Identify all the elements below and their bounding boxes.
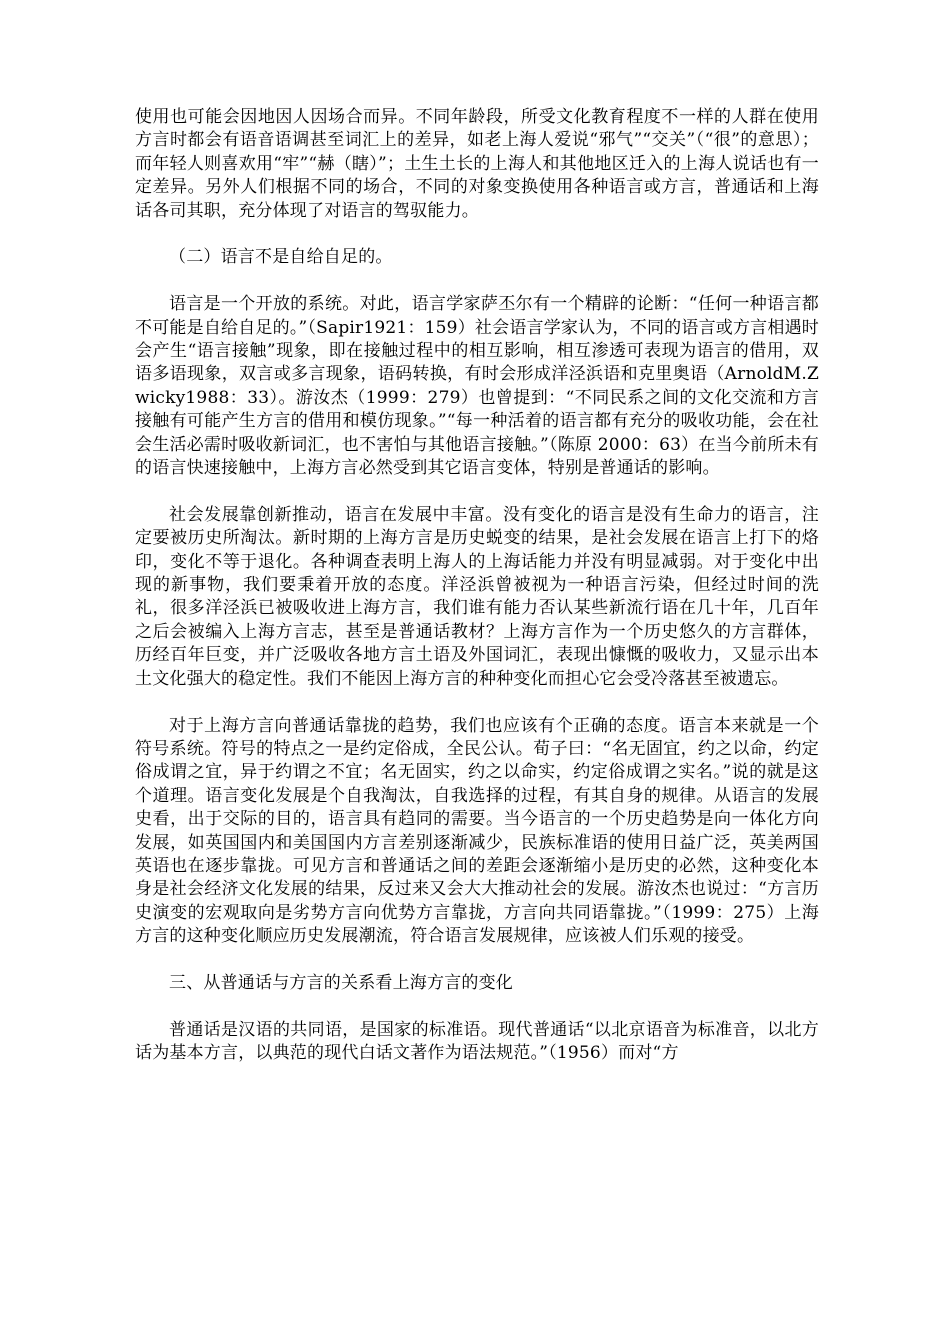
paragraph-convergence-attitude: 对于上海方言向普通话靠拢的趋势，我们也应该有个正确的态度。语言本来就是一个符号系统。符号的特点之一是约定俗成，全民公认。荀子曰：“名无固宜，约之以命，约定俗成谓之宜，异于约谓之不宜；名无固实，约之以命实，约定俗成谓之实名。”说的就是这个道理。语言变化发展是个自我淘汰，自我选择的过程，有其自身的规律。从语言的发展史看，出于交际的目的，语言具有趋同的需要。当今语言的一个历史趋势是向一体化方向发展，如英国国内和美国国内方言差别逐渐减少，民族标准语的使用日益广泛，英美两国英语也在逐步靠拢。可见方言和普通话之间的差距会逐渐缩小是历史的必然，这种变化本身是社会经济文化发展的结果，反过来又会大大推动社会的发展。游汝杰也说过：“方言历史演变的宏观取向是劣势方言向优势方言靠拢，方言向共同语靠拢。”（1999：275）上海方言的这种变化顺应历史发展潮流，符合语言发展规律，应该被人们乐观的接受。: [135, 715, 819, 947]
paragraph-gap: [135, 995, 819, 1018]
paragraph-language-contact: 语言是一个开放的系统。对此，语言学家萨丕尔有一个精辟的论断：“任何一种语言都不可能是自给自足的。”（Sapir1921：159）社会语言学家认为，不同的语言或方言相遇时会产生“语言接触”现象，即在接触过程中的相互影响，相互渗透可表现为语言的借用，双语多语现象，双言或多言现象，语码转换，有时会形成洋泾浜语和克里奥语（ArnoldM.Zwicky1988：33）。游汝杰（1999：279）也曾提到：“不同民系之间的文化交流和方言接触有可能产生方言的借用和模仿现象。”“每一种活着的语言都有充分的吸收功能，会在社会生活必需时吸收新词汇，也不害怕与其他语言接触。”（陈原 2000：63）在当今前所未有的语言快速接触中，上海方言必然受到其它语言变体，特别是普通话的影响。: [135, 294, 819, 479]
paragraph-social-development: 社会发展靠创新推动，语言在发展中丰富。没有变化的语言是没有生命力的语言，注定要被历史所淘汰。新时期的上海方言是历史蜕变的结果，是社会发展在语言上打下的烙印，变化不等于退化。各种调查表明上海人的上海话能力并没有明显减弱。对于变化中出现的新事物，我们要秉着开放的态度。洋泾浜曾被视为一种语言污染，但经过时间的洗礼，很多洋泾浜已被吸收进上海方言，我们谁有能力否认某些新流行语在几十年，几百年之后会被编入上海方言志，甚至是普通话教材？上海方言作为一个历史悠久的方言群体，历经百年巨变，并广泛吸收各地方言土语及外国词汇，表现出慷慨的吸收力，又显示出本土文化强大的稳定性。我们不能因上海方言的种种变化而担心它会受冷落甚至被遗忘。: [135, 504, 819, 689]
document-page: [135, 106, 819, 1066]
paragraph-putonghua-definition: 普通话是汉语的共同语，是国家的标准语。现代普通话“以北京语音为标准音，以北方话为基本方言，以典范的现代白话文著作为语法规范。”（1956）而对“方: [135, 1019, 819, 1064]
section-heading-putonghua-relationship: 三、从普通话与方言的关系看上海方言的变化: [169, 972, 513, 993]
paragraph-gap: [135, 949, 819, 972]
paragraph-gap: [135, 691, 819, 714]
paragraph-gap: [135, 270, 819, 293]
paragraph-gap: [135, 480, 819, 503]
section-heading-language-not-self-sufficient: （二）语言不是自给自足的。: [169, 247, 393, 268]
paragraph-dialect-variation: 使用也可能会因地因人因场合而异。不同年龄段，所受文化教育程度不一样的人群在使用方言时都会有语音语调甚至词汇上的差异，如老上海人爱说“邪气”“交关”（“很”的意思）；而年轻人则喜欢用“牢”“赫（瞎）”；土生土长的上海人和其他地区迁入的上海人说话也有一定差异。另外人们根据不同的场合，不同的对象变换使用各种语言或方言，普通话和上海话各司其职，充分体现了对语言的驾驭能力。: [135, 107, 819, 221]
paragraph-gap: [135, 223, 819, 246]
